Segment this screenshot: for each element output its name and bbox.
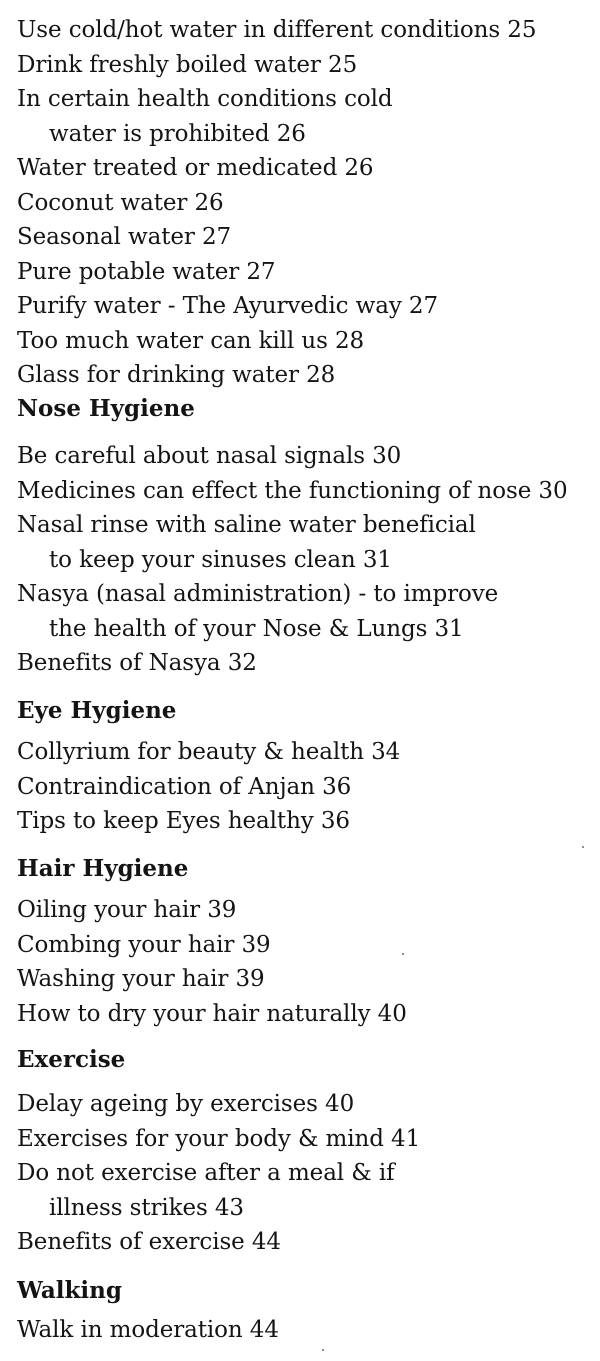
toc-entry: Delay ageing by exercises 40 [17,1091,355,1117]
toc-entry: Benefits of Nasya 32 [17,650,257,676]
toc-entry: Seasonal water 27 [17,224,232,250]
section-heading-exercise: Exercise [17,1046,126,1073]
toc-entry: Tips to keep Eyes healthy 36 [17,808,350,834]
toc-entry-continuation: the health of your Nose & Lungs 31 [49,615,464,642]
toc-entry: In certain health conditions cold [17,86,393,112]
toc-section-walking-list [17,1313,597,1348]
toc-entry: Nasya (nasal administration) - to improve [17,581,499,607]
toc-entry: Purify water - The Ayurvedic way 27 [17,293,439,319]
toc-entry: Oiling your hair 39 [17,897,237,923]
section-heading-hair-hygiene: Hair Hygiene [17,855,189,882]
section-heading-eye-hygiene: Eye Hygiene [17,697,177,724]
toc-entry: Walk in moderation 44 [17,1317,279,1343]
scan-speck [582,846,584,848]
toc-entry-continuation: illness strikes 43 [49,1194,244,1221]
toc-entry: Contraindication of Anjan 36 [17,773,352,800]
toc-entry: Washing your hair 39 [17,966,265,992]
toc-section-eye-list [17,735,597,839]
scan-speck [322,1349,324,1351]
toc-entry-continuation: to keep your sinuses clean 31 [49,546,392,573]
toc-entry: Coconut water 26 [17,189,224,216]
toc-entry: Too much water can kill us 28 [17,327,365,354]
toc-entry: Do not exercise after a meal & if [17,1160,395,1186]
toc-entry: Glass for drinking water 28 [17,362,336,388]
toc-entry: How to dry your hair naturally 40 [17,1000,407,1027]
toc-entry: Combing your hair 39 [17,931,271,958]
toc-entry: Exercises for your body & mind 41 [17,1125,421,1152]
toc-entry: Water treated or medicated 26 [17,155,374,181]
section-heading-nose-hygiene: Nose Hygiene [17,395,195,422]
toc-entry: Benefits of exercise 44 [17,1229,281,1255]
toc-intro-list [17,13,597,393]
toc-entry: Use cold/hot water in different conditions 25 [17,17,537,43]
toc-entry: Drink freshly boiled water 25 [17,51,358,78]
toc-entry: Pure potable water 27 [17,258,276,285]
toc-entry: Be careful about nasal signals 30 [17,443,402,469]
toc-section-nose-list [17,439,597,681]
scan-speck [402,953,404,955]
section-heading-walking: Walking [17,1277,122,1304]
toc-entry: Medicines can effect the functioning of nose 30 [17,477,568,504]
toc-entry-continuation: water is prohibited 26 [49,120,306,147]
toc-entry: Collyrium for beauty & health 34 [17,739,401,765]
toc-section-exercise-list [17,1087,597,1260]
toc-entry: Nasal rinse with saline water beneficial [17,512,476,538]
toc-section-hair-list [17,893,597,1031]
